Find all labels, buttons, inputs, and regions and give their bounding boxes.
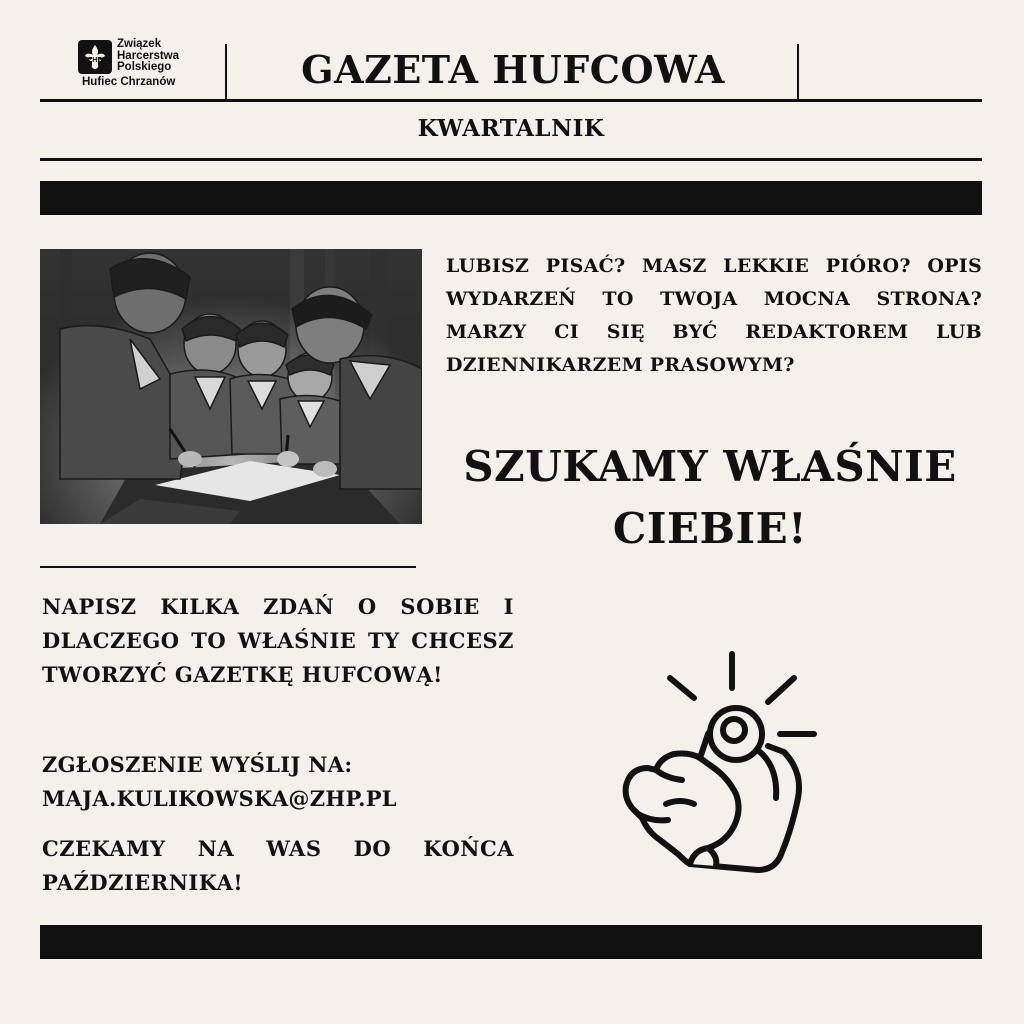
headline-line: CIEBIE! [612, 504, 808, 553]
top-black-band [40, 181, 982, 215]
deadline-text: CZEKAMY NA WAS DO KOŃCA PAŹDZIERNIKA! [42, 836, 514, 895]
org-name-line: Polskiego [117, 61, 172, 73]
org-name-line: Związek [117, 38, 162, 50]
headline-line: SZUKAMY WŁAŚNIE [463, 442, 957, 491]
scouts-illustration [40, 249, 422, 524]
unit-name: Hufiec Chrzanów [82, 76, 176, 88]
zhp-logo [78, 40, 228, 100]
masthead-top-rule [40, 99, 982, 102]
org-name-line: Harcerstwa [117, 49, 180, 62]
submission-label: ZGŁOSZENIE WYŚLIJ NA: [42, 752, 353, 777]
submission-info [42, 748, 522, 816]
body-divider [40, 566, 416, 568]
zhp-lily-icon [78, 40, 112, 74]
intro-text: LUBISZ PISAĆ? MASZ LEKKIE PIÓRO? OPIS WYDARZEŃ TO TWOJA MOCNA STRONA? MARZY CI SIĘ BYĆ REDAKTOREM LUB DZIENNIKARZEM PRASOWYM? [446, 255, 982, 376]
svg-text:ZHP: ZHP [88, 57, 102, 64]
page-title: GAZETA HUFCOWA [301, 47, 725, 92]
body-paragraph: NAPISZ KILKA ZDAŃ O SOBIE I DLACZEGO TO WŁAŚNIE TY CHCESZ TWORZYĆ GAZETKĘ HUFCOWĄ! [42, 594, 514, 687]
pointing-hand-icon [608, 648, 828, 878]
email-link[interactable]: MAJA.KULIKOWSKA@ZHP.PL [42, 786, 397, 811]
bottom-black-band [40, 925, 982, 959]
subtitle-rule [40, 158, 982, 161]
headline [440, 436, 980, 560]
org-name [117, 39, 227, 74]
masthead-divider-left [225, 44, 227, 100]
page-subtitle: KWARTALNIK [417, 115, 605, 142]
